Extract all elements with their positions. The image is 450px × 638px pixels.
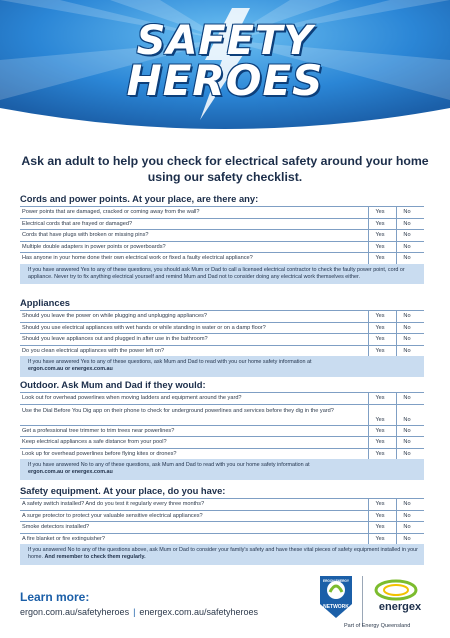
checklist-row <box>20 404 424 425</box>
yes-option[interactable]: Yes <box>375 324 385 331</box>
checklist-row <box>20 436 424 448</box>
question-text: Electrical cords that are frayed or damaged? <box>22 220 133 227</box>
checklist-row <box>20 310 424 322</box>
no-option[interactable]: No <box>403 416 411 423</box>
logo-divider <box>362 576 363 626</box>
no-option[interactable]: No <box>403 209 411 215</box>
yes-option[interactable]: Yes <box>375 395 385 401</box>
checklist-row <box>20 206 424 218</box>
energex-logo <box>368 578 432 614</box>
section-title: Cords and power points. At your place, are there any: <box>20 193 259 204</box>
question-text: Do you clean electrical appliances with the power left on? <box>22 347 165 354</box>
checklist-row <box>20 333 424 345</box>
checklist-row <box>20 218 424 230</box>
section-title: Outdoor. Ask Mum and Dad if they would: <box>20 379 206 390</box>
ergon-network-text: NETWORK <box>323 604 349 610</box>
note-text: If you have answered Yes to any of these questions, you should ask Mum or Dad to call a licensed electrical contractor to check the faulty power point, cord or appliance. Never try to fix anything electrical yourself and remind Mum and Dad not to consider doing any electrical work themselves either. <box>28 266 405 280</box>
checklist-row <box>20 229 424 241</box>
checklist-row <box>20 345 424 357</box>
question-text: A fire blanket or fire extinguisher? <box>22 535 106 542</box>
checklist-row <box>20 448 424 460</box>
section-cords <box>20 192 424 284</box>
question-text: Power points that are damaged, cracked or coming away from the wall? <box>22 209 200 215</box>
section-title: Appliances <box>20 297 71 308</box>
advice-note <box>20 264 424 285</box>
checklist-row <box>20 533 424 545</box>
question-text: Should you leave appliances out and plugged in after use in the bathroom? <box>22 336 208 342</box>
checklist-row <box>20 241 424 253</box>
advice-note <box>20 356 424 377</box>
yes-option[interactable]: Yes <box>375 232 385 238</box>
yes-option[interactable]: Yes <box>375 313 385 319</box>
question-text: Use the Dial Before You Dig app on their phone to check for underground powerlines and services before they dig in the yard? <box>22 407 334 414</box>
question-text: Has anyone in your home done their own electrical work or fixed a faulty electrical appliance? <box>22 255 253 261</box>
checklist-row <box>20 425 424 437</box>
logo-heroes-text: HEROES <box>126 56 324 105</box>
advice-note <box>20 459 424 480</box>
yes-option[interactable]: Yes <box>375 512 385 519</box>
question-text: Should you leave the power on while plugging and unplugging appliances? <box>22 313 208 319</box>
yes-option[interactable]: Yes <box>375 336 385 342</box>
no-option[interactable]: No <box>403 347 411 354</box>
note-text: If you answered No to any of the questions above, ask Mum or Dad to consider your family's safety and have these vital pieces of safety equipment installed in your home. <box>28 547 418 561</box>
question-text: Multiple double adapters in power points or powerboards? <box>22 243 166 250</box>
logo-safety-text: SAFETY <box>136 18 314 64</box>
question-text: Keep electrical appliances a safe distance from your pool? <box>22 439 167 445</box>
yes-option[interactable]: Yes <box>375 439 385 445</box>
question-text: Look up for overhead powerlines before flying kites or drones? <box>22 450 177 457</box>
ergon-top-text: ERGON ENERGY <box>322 579 350 583</box>
no-option[interactable]: No <box>403 395 411 401</box>
intro-heading: Ask an adult to help you check for electrical safety around your home using our safety checklist. <box>21 154 429 184</box>
advice-note <box>20 544 424 565</box>
yes-option[interactable]: Yes <box>375 427 385 434</box>
section-appliances <box>20 296 424 377</box>
checklist-row <box>20 498 424 510</box>
checklist-row <box>20 510 424 522</box>
question-text: Smoke detectors installed? <box>22 524 90 530</box>
energex-safety-link[interactable]: energex.com.au/safetyheroes <box>139 607 258 617</box>
no-option[interactable]: No <box>403 324 411 331</box>
no-option[interactable]: No <box>403 255 411 261</box>
energex-wordmark: energex <box>378 601 422 613</box>
note-links[interactable]: ergon.com.au or energex.com.au <box>28 366 113 373</box>
learn-more-links <box>20 607 258 617</box>
yes-option[interactable]: Yes <box>375 524 385 530</box>
no-option[interactable]: No <box>403 336 411 342</box>
yes-option[interactable]: Yes <box>375 347 385 354</box>
no-option[interactable]: No <box>403 512 411 519</box>
question-text: Should you use electrical appliances with wet hands or while standing in water or on a damp floor? <box>22 324 266 331</box>
ergon-energy-network-logo <box>316 574 356 620</box>
yes-option[interactable]: Yes <box>375 501 385 507</box>
yes-option[interactable]: Yes <box>375 416 385 423</box>
no-option[interactable]: No <box>403 427 411 434</box>
no-option[interactable]: No <box>403 220 411 227</box>
section-outdoor <box>20 378 424 480</box>
note-text: If you have answered Yes to any of these questions, ask Mum and Dad to read with you our home safety information at <box>28 359 312 365</box>
no-option[interactable]: No <box>403 535 411 542</box>
no-option[interactable]: No <box>403 439 411 445</box>
no-option[interactable]: No <box>403 243 411 250</box>
question-text: Get a professional tree trimmer to trim trees near powerlines? <box>22 427 175 434</box>
note-links[interactable]: ergon.com.au or energex.com.au <box>28 469 113 476</box>
note-emphasis: And remember to check them regularly. <box>44 554 146 561</box>
checklist-row <box>20 521 424 533</box>
yes-option[interactable]: Yes <box>375 535 385 542</box>
question-text: A surge protector to protect your valuable sensitive electrical appliances? <box>22 512 203 519</box>
checklist-row <box>20 392 424 404</box>
no-option[interactable]: No <box>403 501 411 507</box>
yes-option[interactable]: Yes <box>375 220 385 227</box>
note-text: If you have answered No to any of these questions, ask Mum and Dad to read with you our home safety information at <box>28 462 310 468</box>
checklist-row <box>20 252 424 264</box>
no-option[interactable]: No <box>403 524 411 530</box>
no-option[interactable]: No <box>403 232 411 238</box>
question-text: A safety switch installed? And do you test it regularly every three months? <box>22 501 205 507</box>
section-safety-equipment <box>20 484 424 565</box>
yes-option[interactable]: Yes <box>375 450 385 457</box>
link-separator: | <box>133 607 136 617</box>
ergon-safety-link[interactable]: ergon.com.au/safetyheroes <box>20 607 130 617</box>
checklist-row <box>20 322 424 334</box>
question-text: Look out for overhead powerlines when moving ladders and equipment around the yard? <box>22 395 242 401</box>
question-text: Cords that have plugs with broken or missing pins? <box>22 232 149 238</box>
yes-option[interactable]: Yes <box>375 209 385 215</box>
hero-banner <box>0 0 450 140</box>
yes-option[interactable]: Yes <box>375 255 385 261</box>
energy-queensland-tagline: Part of Energy Queensland <box>344 623 411 629</box>
no-option[interactable]: No <box>403 450 411 457</box>
learn-more-title: Learn more: <box>20 590 90 604</box>
no-option[interactable]: No <box>403 313 411 319</box>
section-title: Safety equipment. At your place, do you have: <box>20 485 226 496</box>
yes-option[interactable]: Yes <box>375 243 385 250</box>
